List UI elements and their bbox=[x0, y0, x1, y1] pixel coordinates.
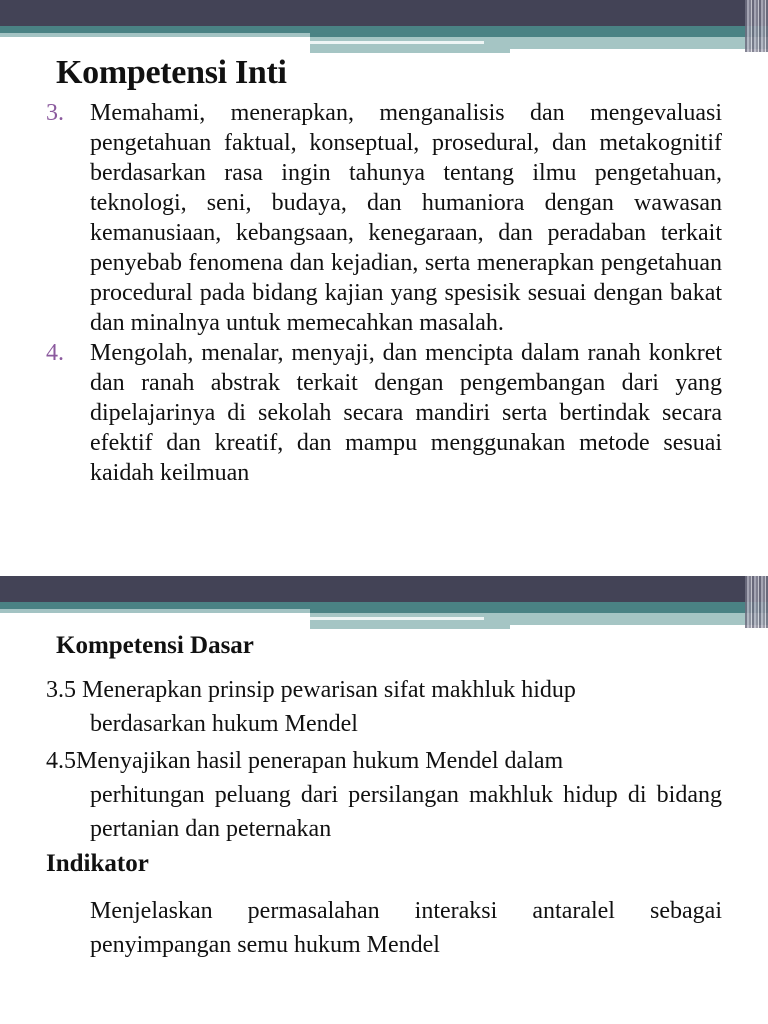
banner-light-band-right bbox=[310, 37, 510, 53]
banner-teal-band-right bbox=[310, 26, 768, 37]
banner-light-band bbox=[0, 33, 310, 37]
banner-teal-band bbox=[0, 602, 310, 609]
banner-white-line bbox=[310, 617, 484, 620]
item-number: 4. bbox=[46, 340, 64, 366]
indikator-title: Indikator bbox=[46, 850, 149, 877]
banner-stripes bbox=[745, 0, 768, 52]
banner-stripes bbox=[745, 576, 768, 628]
banner-light-band-right bbox=[310, 613, 510, 629]
banner-light-band-right-2 bbox=[510, 37, 768, 49]
banner-light-band bbox=[0, 609, 310, 613]
banner-white-line bbox=[310, 41, 484, 44]
banner-teal-band-right bbox=[310, 602, 768, 613]
kompetensi-dasar-4-5 bbox=[46, 744, 722, 846]
banner-light-band-right-2 bbox=[510, 613, 768, 625]
indikator-text: Menjelaskan permasalahan interaksi antaralel sebagai penyimpangan semu hukum Mendel bbox=[90, 898, 722, 958]
kd-4-5-first-line: 4.5Menyajikan hasil penerapan hukum Mendel dalam bbox=[46, 748, 564, 774]
slide-2-header-banner bbox=[0, 576, 768, 628]
item-3-text: Memahami, menerapkan, menganalisis dan mengevaluasi pengetahuan faktual, konseptual, prosedural, dan metakognitif berdasarkan rasa ingin tahunya tentang ilmu pengetahuan, teknologi, seni, budaya, dan humaniora dengan wawasan kemanusiaan, kebangsaan, kenegaraan, dan peradaban terkait penyebab fenomena dan kejadian, serta menerapkan pengetahuan procedural pada bidang kajian yang spesisik sesuai dengan bakat dan minalnya untuk memecahkan masalah. bbox=[90, 100, 723, 336]
banner-navy-band bbox=[0, 0, 768, 26]
banner-navy-band bbox=[0, 576, 768, 602]
kd-4-5-rest: perhitungan peluang dari persilangan makhluk hidup di bidang pertanian dan peternakan bbox=[90, 782, 722, 842]
banner-teal-band bbox=[0, 26, 310, 33]
list-item-3 bbox=[46, 98, 722, 338]
slide-1-title: Kompetensi Inti bbox=[56, 54, 287, 91]
slide-1-header-banner bbox=[0, 0, 768, 52]
list-item-4 bbox=[46, 338, 722, 488]
kompetensi-dasar-3-5 bbox=[46, 673, 722, 741]
kompetensi-inti-list bbox=[46, 98, 722, 488]
kd-3-5-first-line: 3.5 Menerapkan prinsip pewarisan sifat makhluk hidup bbox=[46, 677, 576, 703]
item-number: 3. bbox=[46, 100, 64, 126]
item-4-text: Mengolah, menalar, menyaji, dan mencipta dalam ranah konkret dan ranah abstrak terkait dengan pengembangan dari yang dipelajarinya di sekolah secara mandiri serta bertindak secara efektif dan kreatif, dan mampu menggunakan metode sesuai kaidah keilmuan bbox=[90, 340, 723, 486]
kd-3-5-rest: berdasarkan hukum Mendel bbox=[90, 711, 358, 737]
slide-2-title: Kompetensi Dasar bbox=[56, 632, 254, 659]
